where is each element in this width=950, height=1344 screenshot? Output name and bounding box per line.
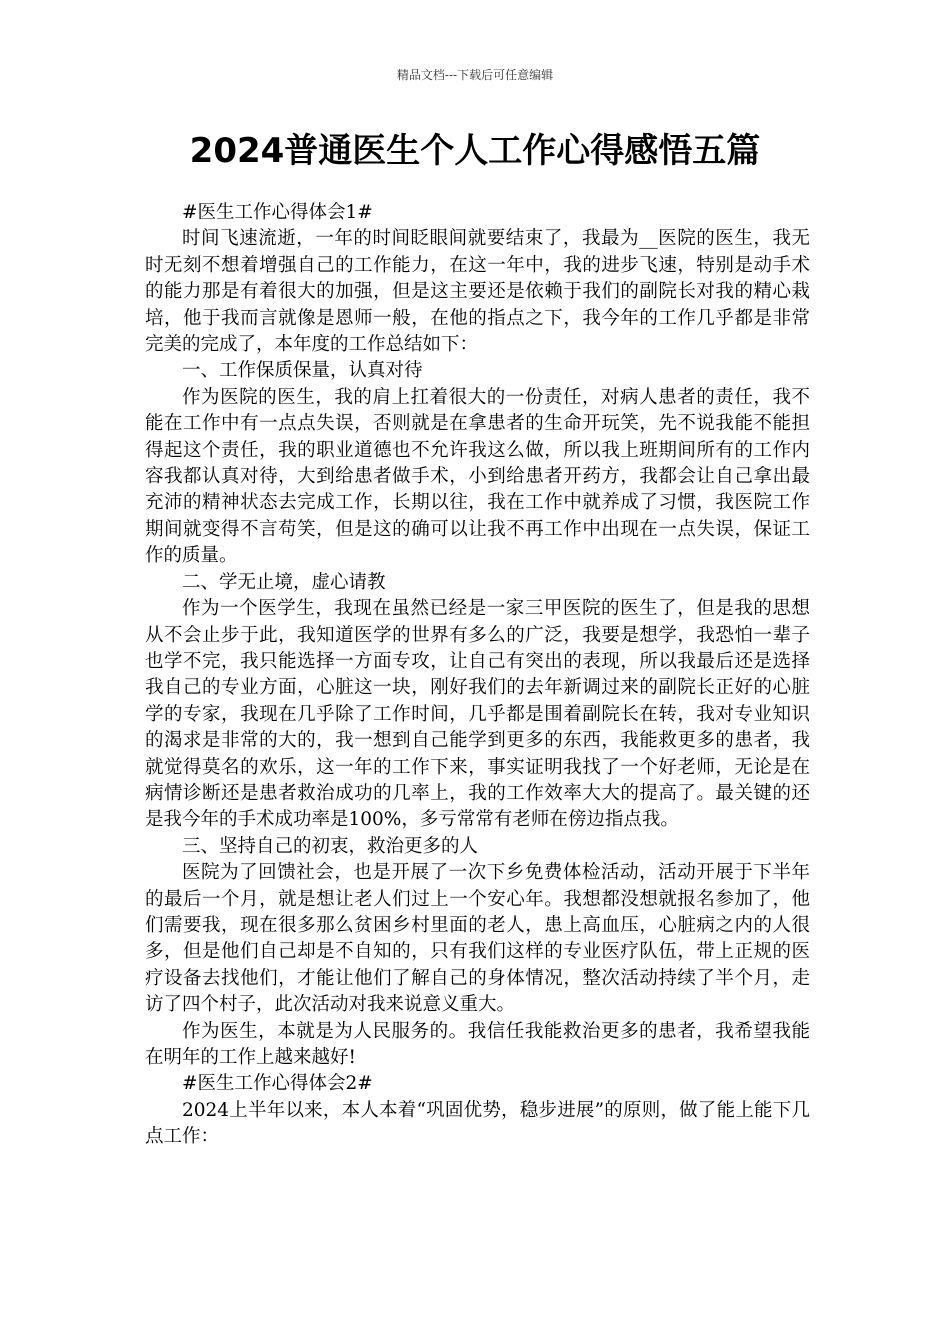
header-note: 精品文档---下载后可任意编辑: [396, 68, 554, 82]
section-heading-2: #医生工作心得体会2#: [182, 1073, 373, 1095]
paragraph-1: 作为医院的医生，我的肩上扛着很大的一份责任，对病人患者的责任，我不能在工作中有一点点失误，否则就是在拿患者的生命开玩笑，先不说我能不能担得起这个责任，我的职业道德也不允许我这么做，所以我上班期间所有的工作内容我都认真对待，大到给患者做手术，小到给患者开药方，我都会让自己拿出最充沛的精神状态去完成工作，长期以往，我在工作中就养成了习惯，我医院工作期间就变得不言苟笑，但是这的确可以让我不再工作中出现在一点失误，保证工作的质量。: [145, 386, 810, 567]
document-body: [145, 200, 810, 1151]
paragraph-4: 作为医生，本就是为人民服务的。我信任我能救治更多的患者，我希望我能在明年的工作上越来越好!: [145, 1020, 810, 1068]
subheading-3: 三、坚持自己的初衷，救治更多的人: [182, 835, 479, 857]
paragraph-5: 2024上半年以来，本人本着“巩固优势，稳步进展”的原则，做了能上能下几点工作：: [145, 1099, 810, 1148]
paragraph-intro: 时间飞速流逝，一年的时间眨眼间就要结束了，我最为__医院的医生，我无时无刻不想着增强自己的工作能力，在这一年中，我的进步飞速，特别是动手术的能力那是有着很大的加强，但是这主要还是依赖于我们的副院长对我的精心栽培，他于我而言就像是恩师一般，在他的指点之下，我今年的工作几乎都是非常完美的完成了，本年度的工作总结如下：: [145, 228, 810, 356]
paragraph-3: 医院为了回馈社会，也是开展了一次下乡免费体检活动，活动开展于下半年的最后一个月，就是想让老人们过上一个安心年。我想都没想就报名参加了，他们需要我，现在很多那么贫困乡村里面的老人，患上高血压，心脏病之内的人很多，但是他们自己却是不自知的，只有我们这样的专业医疗队伍，带上正规的医疗设备去找他们，才能让他们了解自己的身体情况，整次活动持续了半个月，走访了四个村子，此次活动对我来说意义重大。: [145, 862, 810, 1016]
paragraph-2: 作为一个医学生，我现在虽然已经是一家三甲医院的医生了，但是我的思想从不会止步于此，我知道医学的世界有多么的广泛，我要是想学，我恐怕一辈子也学不完，我只能选择一方面专攻，让自己有突出的表现，所以我最后还是选择我自己的专业方面，心脏这一块，刚好我们的去年新调过来的副院长正好的心脏学的专家，我现在几乎除了工作时间，几乎都是围着副院长在转，我对专业知识的渴求是非常的大的，我一想到自己能学到更多的东西，我能救更多的患者，我就觉得莫名的欢乐，这一年的工作下来，事实证明我找了一个好老师，无论是在病情诊断还是患者救治成功的几率上，我的工作效率大大的提高了。最关键的还是我今年的手术成功率是100%，多亏常常有老师在傍边指点我。: [145, 598, 810, 831]
subheading-1: 一、工作保质保量，认真对待: [182, 360, 423, 382]
subheading-2: 二、学无止境，虚心请教: [182, 571, 386, 593]
section-heading-1: #医生工作心得体会1#: [182, 202, 373, 223]
document-title: 2024普通医生个人工作心得感悟五篇: [189, 131, 761, 171]
